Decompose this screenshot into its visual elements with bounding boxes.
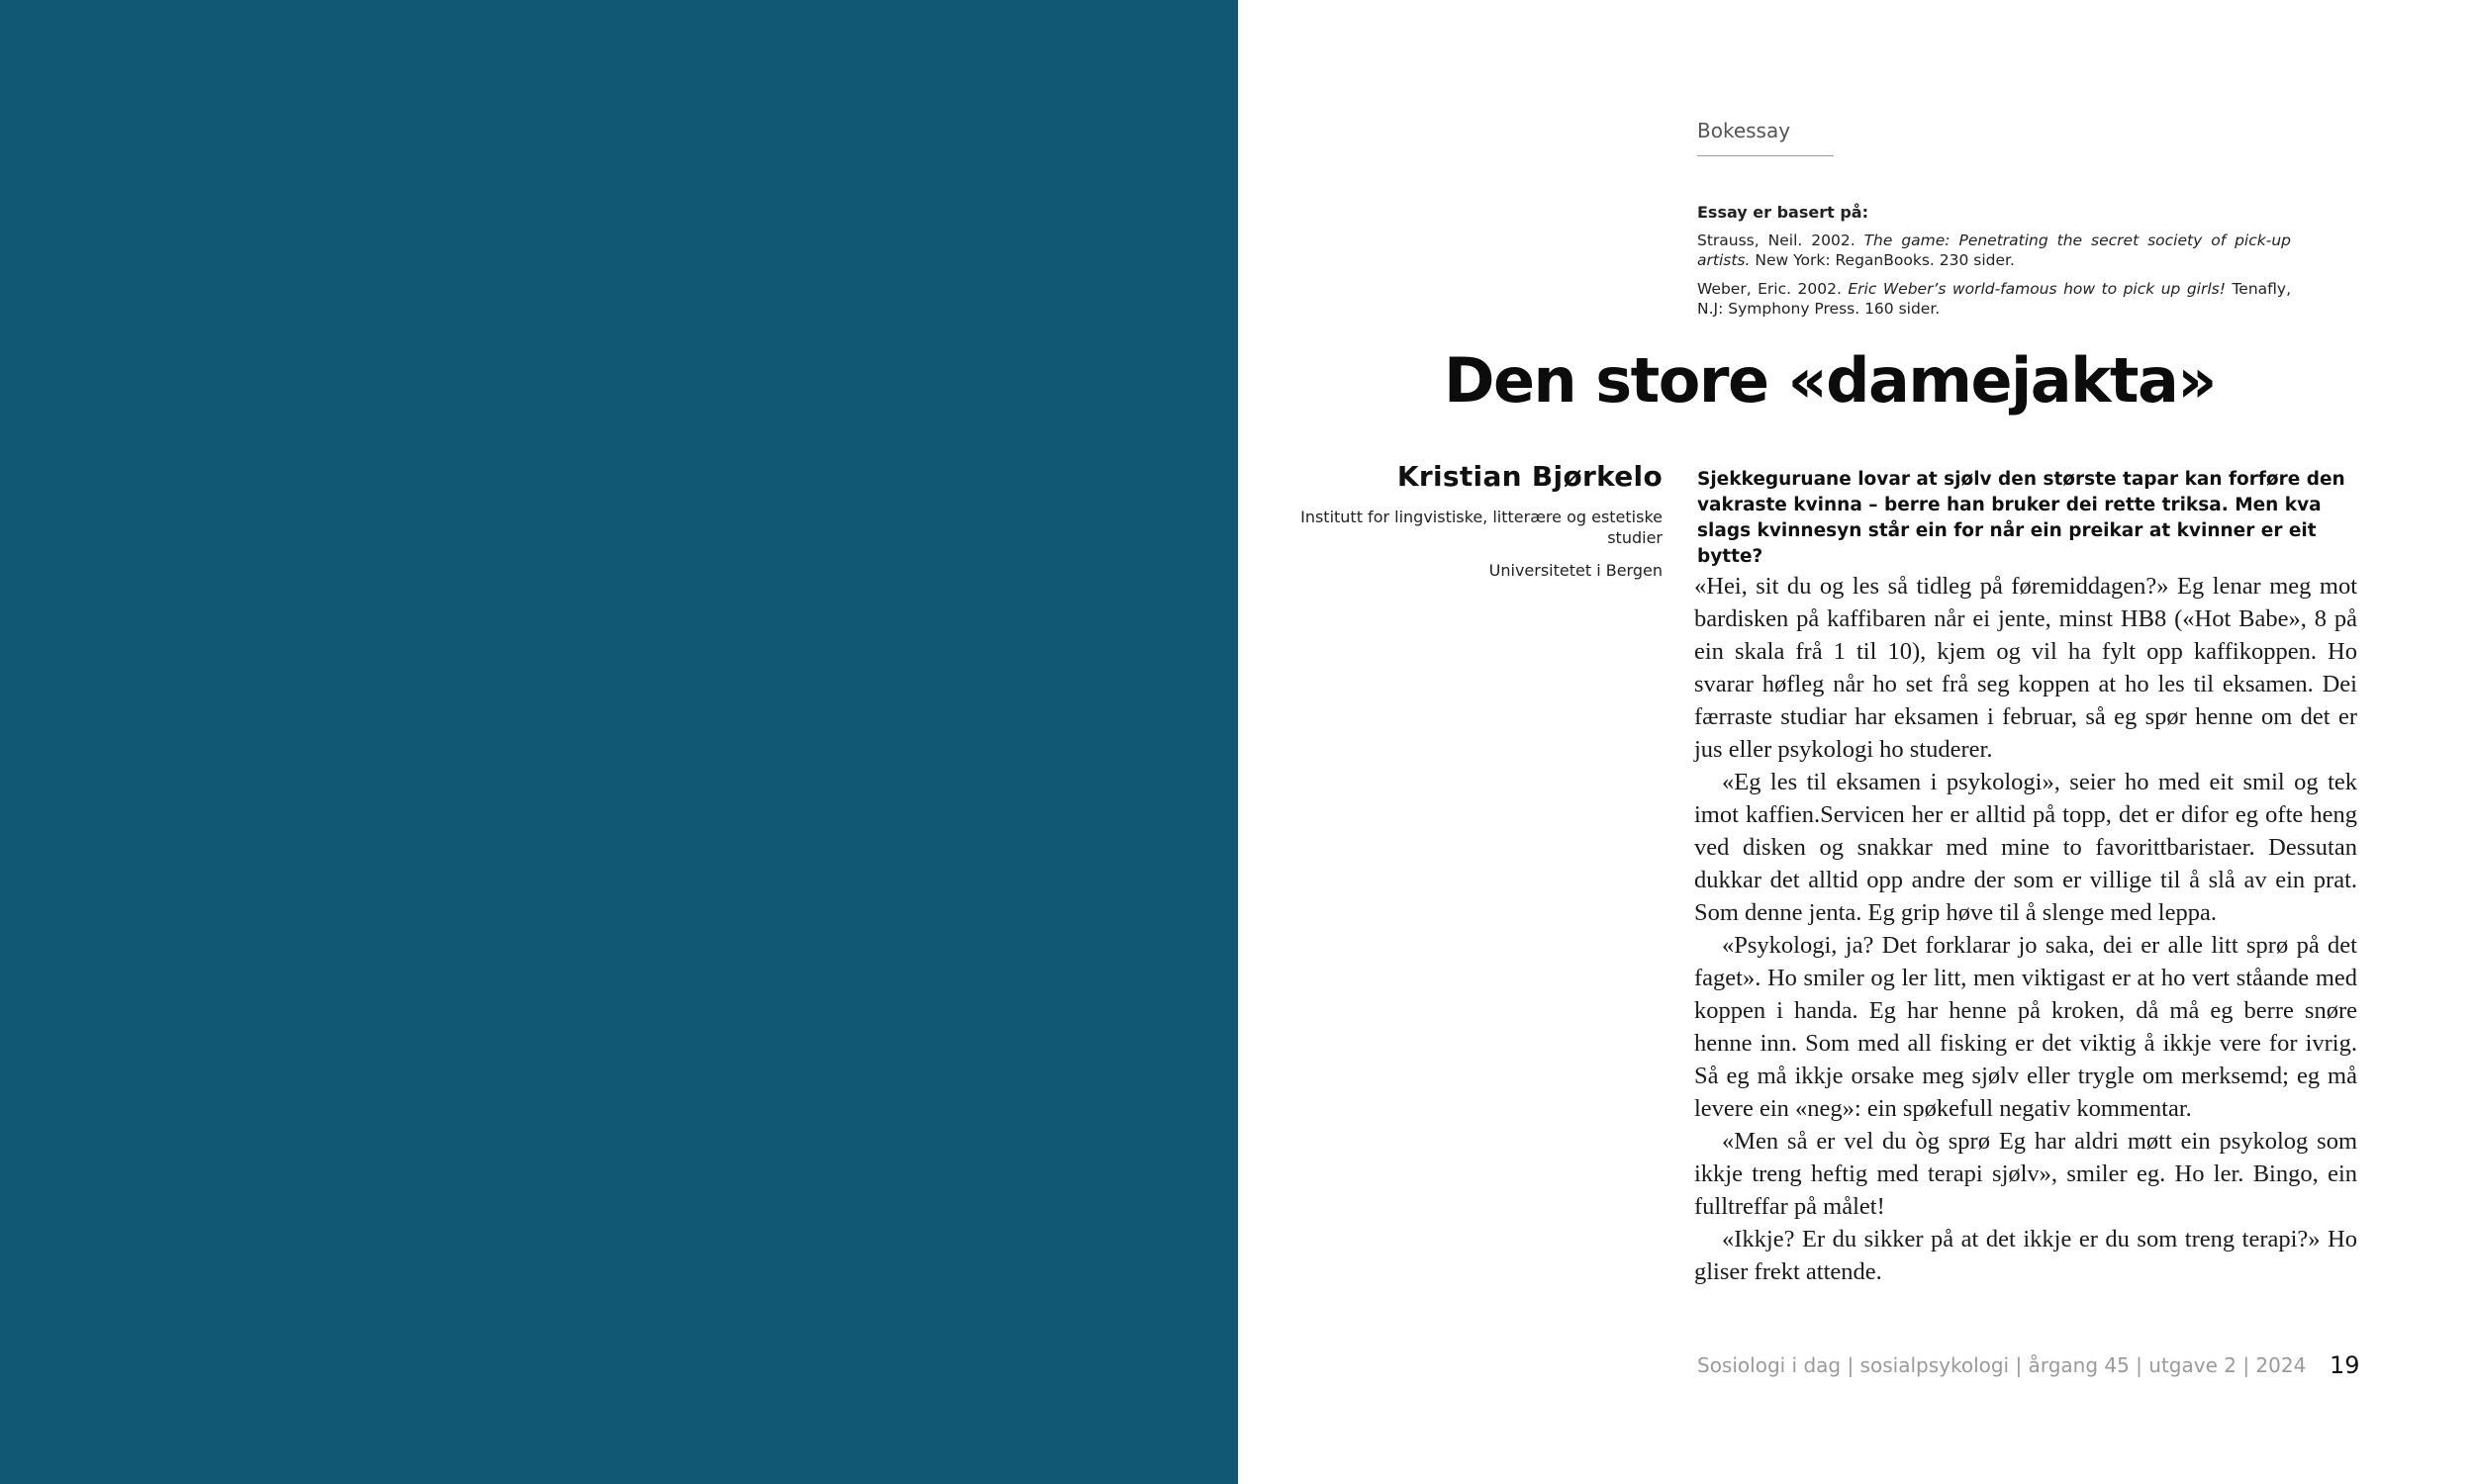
reference-author-year: Strauss, Neil. 2002.: [1697, 232, 1864, 249]
article-title: Den store «damejakta»: [1444, 344, 2216, 417]
references-heading: Essay er basert på:: [1697, 203, 1868, 222]
author-university: Universitetet i Bergen: [1488, 561, 1663, 580]
section-label: Bokessay: [1697, 119, 1791, 142]
author-name: Kristian Bjørkelo: [1396, 460, 1663, 493]
body-paragraph: «Eg les til eksamen i psykologi», seier ho med eit smil og tek imot kaffien.Servicen her er alltid på topp, det er difor eg ofte heng ved disken og snakkar med mine to favorittbaristaer. Dessutan dukkar det alltid opp andre der som er villige til å slå av ein prat. Som denne jenta. Eg grip høve til å slenge med leppa.: [1694, 769, 2357, 926]
body-paragraph: «Ikkje? Er du sikker på at det ikkje er du som treng terapi?» Ho gliser frekt attende.: [1694, 1226, 2357, 1285]
reference-item: [1697, 231, 2291, 270]
author-block: [1286, 460, 1663, 593]
article-lead: Sjekkeguruane lovar at sjølv den største tapar kan forføre den vakraste kvinna – berre han bruker dei rette triksa. Men kva slags kvinnesyn står ein for når ein preikar at kvinner er eit bytte?: [1697, 469, 2345, 567]
reference-item: [1697, 279, 2291, 319]
reference-publisher: Tenafly, N.J: Symphony Press. 160 sider.: [1697, 280, 2291, 318]
reference-publisher: New York: ReganBooks. 230 sider.: [1750, 251, 2015, 269]
references-block: [1697, 203, 2291, 327]
author-institute: Institutt for lingvistiske, litterære og estetiske studier: [1300, 508, 1663, 547]
reference-title: The game: Penetrating the secret society of pick-up artists.: [1697, 232, 2291, 269]
page-number: 19: [2330, 1351, 2360, 1379]
journal-footer: Sosiologi i dag | sosialpsykologi | årgang 45 | utgave 2 | 2024: [1697, 1353, 2307, 1377]
reference-author-year: Weber, Eric. 2002.: [1697, 280, 1849, 298]
article-body: [1694, 570, 2357, 1288]
body-paragraph: «Hei, sit du og les så tidleg på føremiddagen?» Eg lenar meg mot bardisken på kaffibaren når ei jente, minst HB8 («Hot Babe», 8 på ein skala frå 1 til 10), kjem og vil ha fylt opp kaffikoppen. Ho svarar høfleg når ho set frå seg koppen at ho les til eksamen. Dei færraste studiar har eksamen i februar, så eg spør henne om det er jus eller psykologi ho studerer.: [1694, 573, 2357, 763]
reference-title: Eric Weber’s world-famous how to pick up girls!: [1848, 280, 2226, 298]
body-paragraph: «Psykologi, ja? Det forklarar jo saka, dei er alle litt sprø på det faget». Ho smiler og ler litt, men viktigast er at ho vert ståande med koppen i handa. Eg har henne på kroken, då må eg berre snøre henne inn. Som med all fisking er det viktig å ikkje vere for ivrig. Så eg må ikkje orsake meg sjølv eller trygle om merksemd; eg må levere ein «neg»: ein spøkefull negativ kommentar.: [1694, 932, 2357, 1122]
body-paragraph: «Men så er vel du òg sprø Eg har aldri møtt ein psykolog som ikkje treng heftig med terapi sjølv», smiler eg. Ho ler. Bingo, ein fulltreffar på målet!: [1694, 1128, 2357, 1220]
section-divider: [1697, 155, 1834, 156]
